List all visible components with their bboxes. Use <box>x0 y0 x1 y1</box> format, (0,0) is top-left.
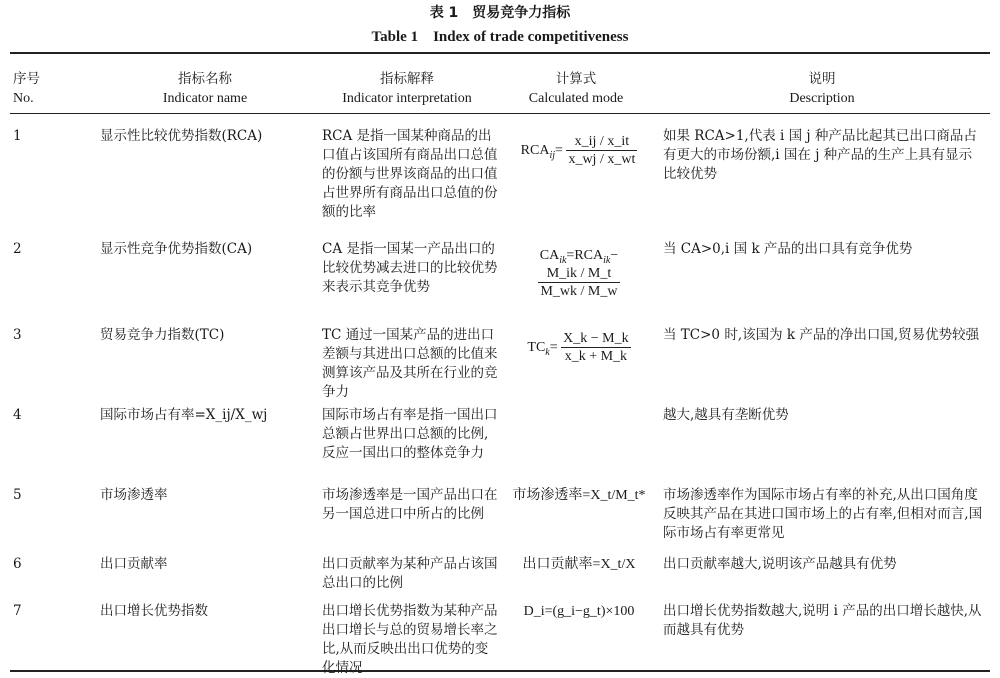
row-7-formula: D_i=(g_i−g_t)×100 <box>523 604 635 619</box>
row-1-formula <box>505 133 653 168</box>
row-3-name: 贸易竞争力指数(TC) <box>100 327 225 343</box>
row-2-description: 当 CA>0,i 国 k 产品的出口具有竞争优势 <box>663 241 913 257</box>
row-7-description: 出口增长优势指数越大,说明 i 产品的出口增长越快,从而越具有优势 <box>663 603 982 638</box>
row-7-index: 7 <box>13 603 22 619</box>
row-5-description: 市场渗透率作为国际市场占有率的补充,从出口国角度反映其产品在其进口国市场上的占有率,但相对而言,国际市场占有率更常见 <box>663 487 983 541</box>
row-6-description: 出口贡献率越大,说明该产品越具有优势 <box>663 556 897 572</box>
table-caption-cn: 表 1 贸易竞争力指标 <box>429 5 571 21</box>
row-4-index: 4 <box>13 407 22 423</box>
header-name: 指标名称 Indicator name <box>162 71 248 106</box>
row-4-description: 越大,越具有垄断优势 <box>663 407 789 423</box>
formula-fraction <box>561 330 630 365</box>
formula-fraction <box>566 133 637 168</box>
header-rule <box>10 113 990 114</box>
row-1-description: 如果 RCA>1,代表 i 国 j 种产品比起其已出口商品占有更大的市场份额,i 国在 j 种产品的生产上具有显示比较优势 <box>663 128 977 182</box>
row-3-formula <box>505 330 653 365</box>
row-5-formula: 市场渗透率=X_t/M_t* <box>512 488 646 503</box>
top-rule <box>10 52 990 54</box>
row-5-index: 5 <box>13 487 22 503</box>
formula-numerator: M_ik / M_t <box>538 265 619 283</box>
formula-lhs: $CA_{ik}=RCA_{ik}-$ <box>539 248 619 267</box>
row-6-formula: 出口贡献率=X_t/X <box>522 557 636 572</box>
formula-lhs: $TC_k=$ <box>527 340 558 358</box>
row-6-interpretation: 出口贡献率为某种产品占该国总出口的比例 <box>322 556 498 591</box>
bottom-rule <box>10 670 990 672</box>
formula-fraction <box>538 265 619 300</box>
row-7-interpretation: 出口增长优势指数为某种产品出口增长与总的贸易增长率之比,从而反映出出口优势的变化情况 <box>322 603 498 676</box>
formula-denominator: M_wk / M_w <box>540 284 618 300</box>
row-5-interpretation: 市场渗透率是一国产品出口在另一国总进口中所占的比例 <box>322 487 498 522</box>
row-3-interpretation: TC 通过一国某产品的进出口差额与其进出口总额的比值来测算该产品及其所在行业的竞争力 <box>322 327 498 400</box>
header-formula: 计算式 Calculated mode <box>528 71 624 106</box>
formula-numerator: X_k − M_k <box>563 331 629 346</box>
formula-numerator: x_ij / x_it <box>566 133 637 151</box>
row-5-name: 市场渗透率 <box>100 487 168 503</box>
header-interpretation: 指标解释 Indicator interpretation <box>342 71 472 106</box>
formula-lhs: $RCA_{ij}=$ <box>520 143 563 161</box>
formula-denominator: x_wj / x_wt <box>568 152 636 167</box>
row-1-index: 1 <box>13 128 22 144</box>
row-6-name: 出口贡献率 <box>100 556 168 572</box>
row-6-index: 6 <box>13 556 22 572</box>
row-2-interpretation: CA 是指一国某一产品出口的比较优势减去进口的比较优势来表示其竞争优势 <box>322 241 498 295</box>
row-4-interpretation: 国际市场占有率是指一国出口总额占世界出口总额的比例,反应一国出口的整体竞争力 <box>322 407 498 461</box>
row-2-name: 显示性竞争优势指数(CA) <box>100 241 253 257</box>
row-3-description: 当 TC>0 时,该国为 k 产品的净出口国,贸易优势较强 <box>663 327 980 343</box>
table-caption-en: Table 1 Index of trade competitiveness <box>371 29 629 45</box>
row-1-interpretation: RCA 是指一国某种商品的出口值占该国所有商品出口总值的份额与世界该商品的出口值占世界所有商品出口总值的份额的比率 <box>322 128 498 220</box>
row-3-index: 3 <box>13 327 22 343</box>
header-index: 序号 No. <box>13 71 40 106</box>
row-4-name: 国际市场占有率=X_ij/X_wj <box>100 407 268 423</box>
formula-denominator: x_k + M_k <box>564 349 628 364</box>
row-2-formula <box>505 246 653 300</box>
row-1-name: 显示性比较优势指数(RCA) <box>100 128 263 144</box>
header-description: 说明 Description <box>789 71 855 106</box>
row-2-index: 2 <box>13 241 22 257</box>
row-7-name: 出口增长优势指数 <box>100 603 208 619</box>
